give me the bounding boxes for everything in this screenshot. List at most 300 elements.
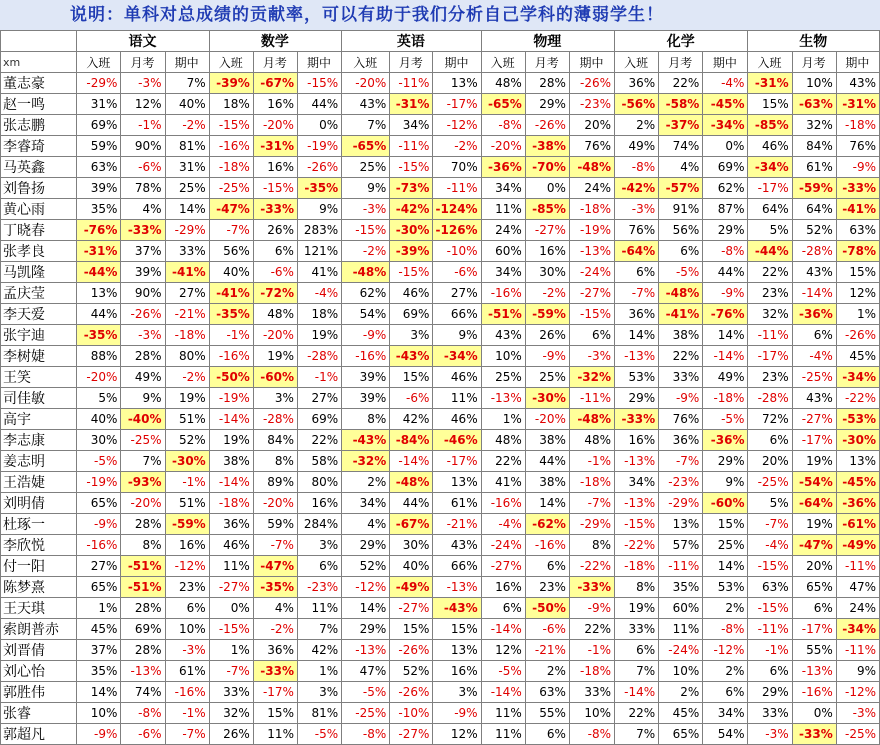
table-cell: -9% [433,703,481,724]
table-cell: 7% [165,73,209,94]
table-cell: 25% [525,367,569,388]
student-name: 陈梦熹 [1,577,77,598]
table-cell: 65% [77,577,121,598]
table-cell: -60% [253,367,297,388]
student-name: 马英鑫 [1,157,77,178]
table-cell: -16% [209,346,253,367]
table-cell: 52% [390,661,433,682]
table-cell: -30% [390,220,433,241]
table-cell: 35% [77,199,121,220]
table-cell: -43% [390,346,433,367]
table-row [1,220,880,241]
student-name: 王笑 [1,367,77,388]
table-cell: 43% [836,73,879,94]
table-cell: 14% [77,682,121,703]
table-cell: 13% [433,472,481,493]
student-name: 黄心雨 [1,199,77,220]
table-cell: -36% [836,493,879,514]
table-cell: -58% [659,94,703,115]
table-row [1,640,880,661]
table-cell: -10% [433,241,481,262]
table-cell: 55% [792,640,836,661]
table-cell: 29% [342,619,390,640]
table-cell: -42% [615,178,659,199]
table-cell: -25% [792,367,836,388]
table-cell: 121% [297,241,341,262]
table-cell: -3% [748,724,792,745]
table-cell: -7% [615,283,659,304]
table-cell: 9% [342,178,390,199]
table-cell: 22% [659,73,703,94]
table-cell: 6% [253,241,297,262]
table-cell: 40% [77,409,121,430]
table-cell: 2% [615,115,659,136]
table-cell: 29% [525,94,569,115]
table-cell: -13% [792,661,836,682]
table-cell: 6% [748,430,792,451]
table-cell: 26% [525,325,569,346]
table-row [1,430,880,451]
student-name: 李志康 [1,430,77,451]
table-cell: 10% [165,619,209,640]
table-cell: -12% [703,640,748,661]
table-cell: -15% [209,115,253,136]
table-cell: 3% [253,388,297,409]
table-cell: 49% [615,136,659,157]
table-cell: 283% [297,220,341,241]
table-cell: -9% [836,157,879,178]
table-cell: 7% [615,724,659,745]
table-cell: -26% [525,115,569,136]
table-cell: -20% [525,409,569,430]
table-cell: -14% [703,346,748,367]
table-cell: 59% [253,514,297,535]
table-cell: -36% [792,304,836,325]
table-cell: -16% [209,136,253,157]
student-name: 司佳敏 [1,388,77,409]
table-cell: 37% [121,241,165,262]
table-cell: -51% [121,577,165,598]
table-cell: 0% [525,178,569,199]
table-cell: 25% [342,157,390,178]
table-row [1,115,880,136]
table-cell: -13% [569,241,614,262]
table-cell: 9% [297,199,341,220]
table-cell: -38% [525,136,569,157]
table-cell: -51% [121,556,165,577]
table-cell: -29% [165,220,209,241]
table-row [1,178,880,199]
table-cell: 43% [342,94,390,115]
table-cell: 23% [748,283,792,304]
table-cell: 84% [253,430,297,451]
table-cell: -41% [659,304,703,325]
table-cell: 19% [792,451,836,472]
table-cell: -31% [390,94,433,115]
table-cell: 16% [165,535,209,556]
table-cell: 5% [77,388,121,409]
table-cell: -6% [253,262,297,283]
table-cell: 72% [748,409,792,430]
table-cell: 15% [433,619,481,640]
table-cell: -13% [615,451,659,472]
table-cell: -21% [433,514,481,535]
table-cell: -18% [165,325,209,346]
table-cell: -48% [569,157,614,178]
table-cell: -15% [209,619,253,640]
table-cell: 39% [121,262,165,283]
table-cell: -5% [77,451,121,472]
table-cell: -16% [481,283,525,304]
table-cell: -33% [792,724,836,745]
table-cell: 66% [433,556,481,577]
table-cell: -5% [342,682,390,703]
table-cell: 57% [659,535,703,556]
table-cell: -126% [433,220,481,241]
table-cell: 6% [525,556,569,577]
table-row [1,73,880,94]
table-cell: 90% [121,136,165,157]
table-cell: -14% [209,472,253,493]
table-cell: -5% [297,724,341,745]
subject-header: 物理 [481,31,614,52]
table-cell: -27% [390,724,433,745]
table-cell: -35% [253,577,297,598]
table-cell: 65% [77,493,121,514]
student-name: 李欣悦 [1,535,77,556]
table-cell: 39% [342,367,390,388]
table-cell: 29% [703,220,748,241]
exam-header: 期中 [836,52,879,73]
table-cell: 5% [748,220,792,241]
student-name: 王天琪 [1,598,77,619]
table-cell: 0% [792,703,836,724]
table-cell: 24% [836,598,879,619]
table-cell: 1% [297,661,341,682]
table-row [1,94,880,115]
table-cell: -48% [390,472,433,493]
table-cell: -18% [569,472,614,493]
exam-header: 期中 [569,52,614,73]
table-row [1,283,880,304]
table-cell: 37% [77,640,121,661]
student-name: 张宇迪 [1,325,77,346]
table-cell: -31% [836,94,879,115]
table-cell: 56% [209,241,253,262]
table-cell: 24% [481,220,525,241]
table-cell: 16% [525,241,569,262]
table-cell: -6% [121,724,165,745]
table-cell: 2% [525,661,569,682]
table-cell: -22% [569,556,614,577]
table-row [1,241,880,262]
table-cell: -27% [792,409,836,430]
table-cell: -26% [569,73,614,94]
table-cell: -47% [792,535,836,556]
table-cell: -17% [792,430,836,451]
table-cell: 19% [253,346,297,367]
table-cell: -19% [297,136,341,157]
table-cell: 6% [615,262,659,283]
table-cell: 22% [481,451,525,472]
table-cell: -36% [703,430,748,451]
table-cell: 70% [433,157,481,178]
table-row [1,472,880,493]
table-cell: -1% [569,640,614,661]
table-cell: -17% [748,346,792,367]
table-cell: -85% [525,199,569,220]
table-cell: 35% [659,577,703,598]
table-cell: -67% [390,514,433,535]
table-row [1,367,880,388]
exam-header: 入班 [748,52,792,73]
table-cell: 7% [121,451,165,472]
table-cell: -3% [569,346,614,367]
table-cell: 27% [165,283,209,304]
table-cell: -46% [433,430,481,451]
table-cell: 44% [525,451,569,472]
table-cell: -65% [481,94,525,115]
table-cell: 27% [433,283,481,304]
table-cell: -32% [342,451,390,472]
table-cell: 29% [703,451,748,472]
table-cell: -59% [792,178,836,199]
table-cell: -48% [342,262,390,283]
table-cell: -59% [525,304,569,325]
table-cell: -2% [433,136,481,157]
table-cell: 12% [433,724,481,745]
table-cell: -2% [342,241,390,262]
table-cell: -8% [703,241,748,262]
table-cell: -3% [121,73,165,94]
table-cell: -19% [569,220,614,241]
table-cell: -1% [569,451,614,472]
table-cell: 2% [703,661,748,682]
table-cell: -6% [390,388,433,409]
table-cell: -9% [659,388,703,409]
table-cell: 76% [836,136,879,157]
table-cell: 1% [77,598,121,619]
table-cell: 54% [703,724,748,745]
table-cell: -6% [433,262,481,283]
table-cell: 19% [165,388,209,409]
table-cell: 9% [703,472,748,493]
table-cell: 11% [297,598,341,619]
table-cell: 9% [433,325,481,346]
table-cell: -9% [77,514,121,535]
exam-header: 月考 [659,52,703,73]
table-cell: -13% [342,640,390,661]
table-cell: -14% [209,409,253,430]
table-cell: 2% [659,682,703,703]
table-cell: -64% [615,241,659,262]
table-cell: 6% [297,556,341,577]
table-cell: 26% [209,724,253,745]
table-cell: 28% [525,73,569,94]
table-cell: -16% [342,346,390,367]
table-cell: -28% [253,409,297,430]
table-cell: -3% [121,325,165,346]
table-cell: 36% [209,514,253,535]
table-cell: -65% [342,136,390,157]
table-cell: -17% [748,178,792,199]
table-cell: 49% [703,367,748,388]
table-cell: -27% [525,220,569,241]
table-cell: 52% [342,556,390,577]
table-cell: -8% [703,619,748,640]
table-cell: -35% [209,304,253,325]
table-cell: 16% [253,157,297,178]
table-cell: -15% [297,73,341,94]
table-cell: -10% [390,703,433,724]
table-cell: -35% [77,325,121,346]
table-cell: 25% [703,535,748,556]
table-cell: -15% [748,556,792,577]
table-cell: 18% [297,304,341,325]
table-cell: -26% [836,325,879,346]
table-cell: -6% [121,157,165,178]
table-cell: 43% [481,325,525,346]
table-cell: -34% [836,367,879,388]
table-cell: -7% [209,220,253,241]
table-cell: 45% [659,703,703,724]
table-cell: -7% [659,451,703,472]
table-cell: 0% [703,136,748,157]
student-name: 郭胜伟 [1,682,77,703]
table-cell: -124% [433,199,481,220]
table-cell: 16% [433,661,481,682]
table-cell: 8% [342,409,390,430]
table-cell: 62% [342,283,390,304]
table-cell: 38% [209,451,253,472]
table-cell: -30% [836,430,879,451]
subject-header: 生物 [748,31,880,52]
table-cell: 13% [836,451,879,472]
table-cell: 49% [121,367,165,388]
table-cell: 34% [703,703,748,724]
exam-header: 入班 [481,52,525,73]
exam-header: 入班 [77,52,121,73]
page-title: 说明：单科对总成绩的贡献率，可以有助于我们分析自己学科的薄弱学生！ [0,0,880,30]
table-cell: 81% [165,136,209,157]
table-cell: -63% [792,94,836,115]
exam-header: 期中 [703,52,748,73]
table-cell: 69% [121,619,165,640]
table-cell: -13% [615,493,659,514]
table-cell: -11% [748,325,792,346]
table-cell: 28% [121,598,165,619]
student-name: 马凯隆 [1,262,77,283]
exam-header: 月考 [253,52,297,73]
table-cell: -25% [836,724,879,745]
table-cell: 19% [209,430,253,451]
table-cell: -43% [342,430,390,451]
table-cell: 55% [525,703,569,724]
table-cell: 44% [703,262,748,283]
table-cell: -11% [390,136,433,157]
table-row [1,136,880,157]
table-row [1,388,880,409]
table-cell: 23% [748,367,792,388]
table-cell: 284% [297,514,341,535]
table-row [1,262,880,283]
table-cell: -33% [836,178,879,199]
table-cell: -15% [390,262,433,283]
table-cell: -20% [253,325,297,346]
table-cell: 7% [342,115,390,136]
table-cell: 74% [659,136,703,157]
table-cell: -2% [165,115,209,136]
table-cell: -4% [792,346,836,367]
table-cell: -1% [748,640,792,661]
table-cell: 41% [481,472,525,493]
table-cell: 4% [342,514,390,535]
table-cell: 20% [792,556,836,577]
table-cell: -28% [792,241,836,262]
table-cell: 36% [659,430,703,451]
table-cell: 65% [792,577,836,598]
table-cell: 8% [121,535,165,556]
table-cell: 33% [748,703,792,724]
table-cell: -19% [77,472,121,493]
table-cell: 60% [481,241,525,262]
subject-header: 语文 [77,31,209,52]
table-cell: 29% [342,535,390,556]
table-cell: 20% [748,451,792,472]
table-cell: 80% [165,346,209,367]
table-cell: 10% [659,661,703,682]
table-cell: -76% [77,220,121,241]
table-cell: -29% [77,73,121,94]
table-cell: -20% [253,493,297,514]
table-cell: 6% [659,241,703,262]
table-cell: -18% [703,388,748,409]
table-cell: -14% [615,682,659,703]
table-cell: 58% [297,451,341,472]
table-cell: 14% [703,325,748,346]
table-cell: 10% [569,703,614,724]
table-cell: 11% [659,619,703,640]
table-cell: -16% [792,682,836,703]
table-cell: -67% [253,73,297,94]
table-row [1,619,880,640]
table-cell: -33% [253,199,297,220]
table-cell: -34% [836,619,879,640]
table-cell: 76% [615,220,659,241]
table-cell: 46% [209,535,253,556]
table-cell: -8% [615,157,659,178]
table-cell: 4% [253,598,297,619]
table-cell: 31% [77,94,121,115]
student-name: 高宇 [1,409,77,430]
table-cell: 25% [481,367,525,388]
table-cell: 38% [659,325,703,346]
table-cell: -18% [836,115,879,136]
exam-header: 月考 [390,52,433,73]
table-cell: 44% [297,94,341,115]
table-cell: 44% [390,493,433,514]
table-cell: 0% [209,598,253,619]
student-name: 赵一鸣 [1,94,77,115]
exam-header: 期中 [297,52,341,73]
table-cell: -4% [297,283,341,304]
table-cell: -17% [433,94,481,115]
table-cell: -45% [703,94,748,115]
table-cell: -18% [209,157,253,178]
table-cell: -27% [481,556,525,577]
table-cell: 26% [253,220,297,241]
table-cell: 41% [297,262,341,283]
